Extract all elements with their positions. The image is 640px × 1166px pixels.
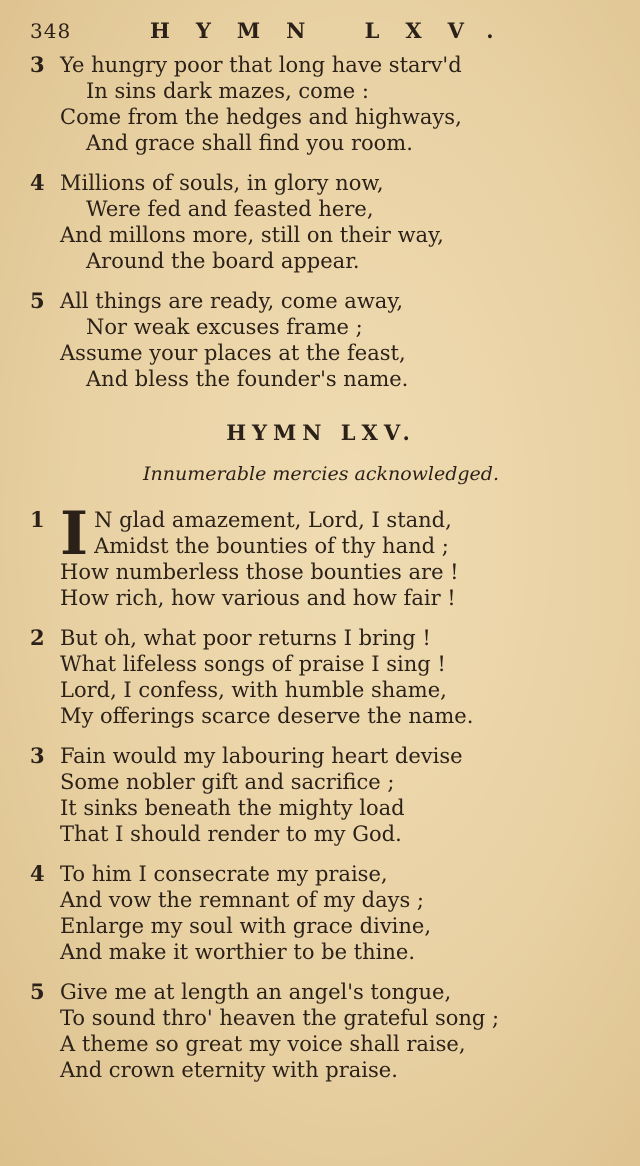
verse-line: Millions of souls, in glory now,: [60, 171, 384, 195]
verse-line: All things are ready, come away,: [60, 289, 404, 313]
stanza-number: 5: [30, 288, 45, 313]
verse-line: Were fed and feasted here,: [86, 197, 374, 221]
verse-line: And millons more, still on their way,: [60, 223, 444, 247]
stanza: [30, 743, 612, 847]
running-title: HYMN LXV.: [150, 18, 520, 43]
verse-line: And make it worthier to be thine.: [60, 940, 415, 964]
stanza-number: 4: [30, 170, 45, 195]
stanza-number: 2: [30, 625, 45, 650]
verse-line: That I should render to my God.: [60, 822, 402, 846]
stanza: [30, 979, 612, 1083]
verse-line: And grace shall find you room.: [86, 131, 413, 155]
verse-line: Enlarge my soul with grace divine,: [60, 914, 432, 938]
continued-stanza: [30, 170, 612, 274]
verse-line: How rich, how various and how fair !: [60, 586, 456, 610]
verse-line: But oh, what poor returns I bring !: [60, 626, 431, 650]
verse-line: And bless the founder's name.: [86, 367, 409, 391]
page-number: 348: [30, 19, 72, 43]
verse-line: It sinks beneath the mighty load: [60, 796, 405, 820]
stanza-number: 5: [30, 979, 45, 1004]
stanza-number: 3: [30, 52, 45, 77]
verse-line: Around the board appear.: [86, 249, 360, 273]
verse-line: My offerings scarce deserve the name.: [60, 704, 474, 728]
running-head: [30, 18, 612, 52]
hymn-heading: HYMN LXV.: [226, 420, 416, 445]
stanza-number: 1: [30, 507, 45, 532]
verse-line: Nor weak excuses frame ;: [86, 315, 363, 339]
verse-line: Give me at length an angel's tongue,: [60, 980, 452, 1004]
hymn-subtitle: Innumerable mercies acknowledged.: [142, 463, 500, 485]
verse-line: Ye hungry poor that long have starv'd: [60, 53, 462, 77]
continued-stanza: [30, 52, 612, 156]
stanza-number: 3: [30, 743, 45, 768]
verse-line: N glad amazement, Lord, I stand,: [94, 508, 452, 532]
verse-line: Come from the hedges and highways,: [60, 105, 462, 129]
verse-line: Some nobler gift and sacrifice ;: [60, 770, 395, 794]
verse-line: And crown eternity with praise.: [60, 1058, 398, 1082]
stanza-number: 4: [30, 861, 45, 886]
first-stanza: [30, 499, 612, 611]
verse-line: Fain would my labouring heart devise: [60, 744, 463, 768]
verse-line: To sound thro' heaven the grateful song ;: [60, 1006, 500, 1030]
verse-line: Assume your places at the feast,: [60, 341, 406, 365]
drop-cap: I: [60, 499, 89, 569]
continued-stanza: [30, 288, 612, 392]
verse-line: In sins dark mazes, come :: [86, 79, 369, 103]
verse-line: Lord, I confess, with humble shame,: [60, 678, 447, 702]
verse-line: To him I consecrate my praise,: [60, 862, 388, 886]
verse-line: What lifeless songs of praise I sing !: [60, 652, 446, 676]
verse-line: A theme so great my voice shall raise,: [60, 1032, 466, 1056]
stanza: [30, 625, 612, 729]
verse-line: How numberless those bounties are !: [60, 560, 459, 584]
verse-line: Amidst the bounties of thy hand ;: [94, 534, 449, 558]
stanza: [30, 861, 612, 965]
verse-line: And vow the remnant of my days ;: [60, 888, 424, 912]
